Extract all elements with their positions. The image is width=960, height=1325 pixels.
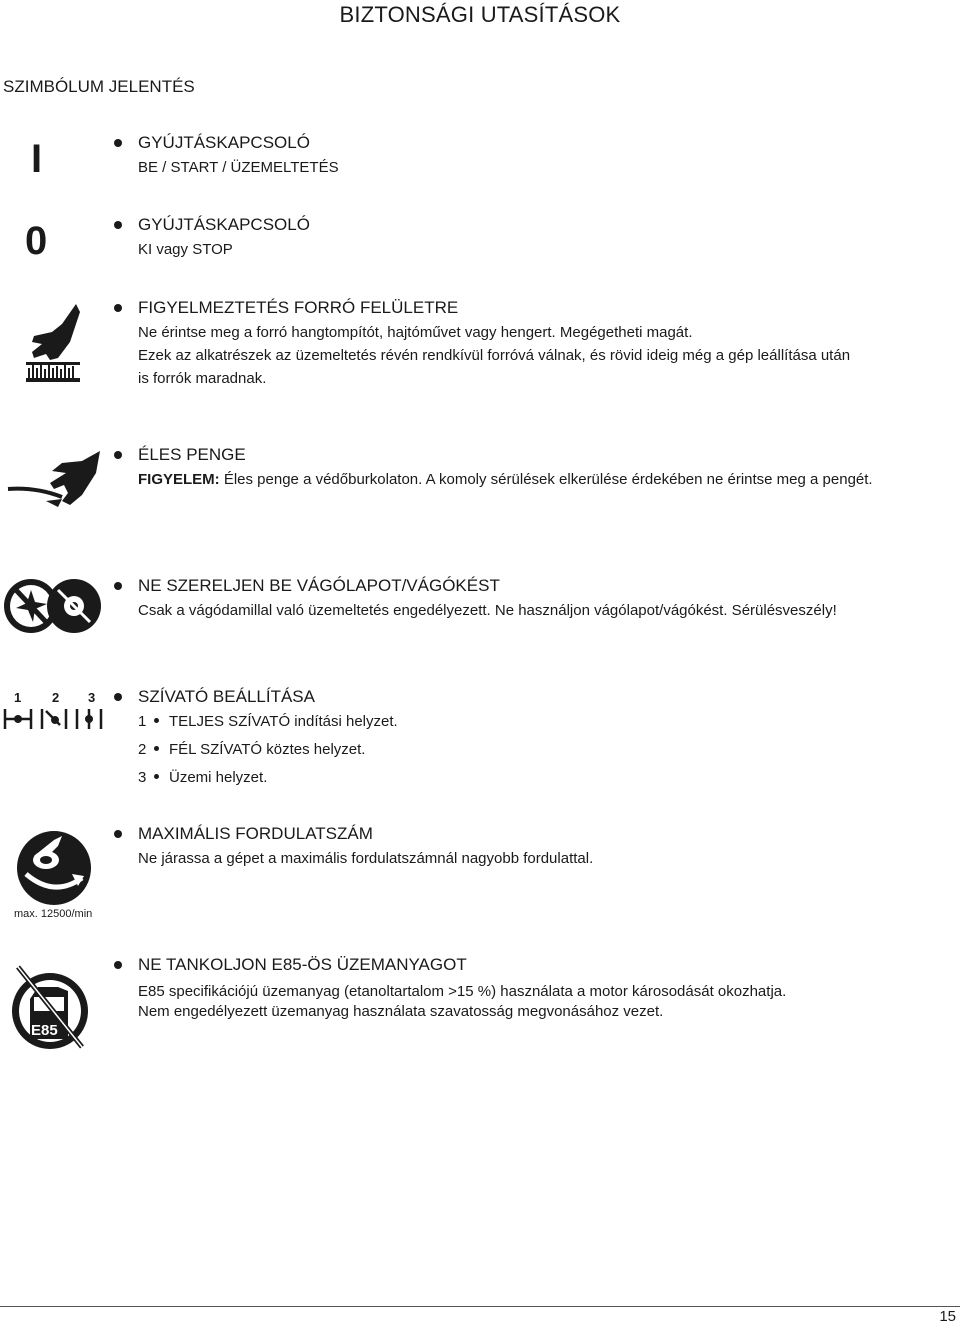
entry-heading: GYÚJTÁSKAPCSOLÓ [138, 215, 310, 234]
step-text: Üzemi helyzet. [169, 769, 268, 786]
entry-heading: FIGYELMEZTETÉS FORRÓ FELÜLETRE [138, 298, 459, 317]
warning-text: Éles penge a védőburkolaton. A komoly sérülések elkerülése érdekében ne érintse meg a pengét. [219, 471, 873, 488]
choke-step [138, 713, 398, 730]
bullet-icon [114, 139, 122, 147]
ignition-off-symbol: 0 [25, 219, 48, 263]
entry-text: KI vagy STOP [138, 241, 233, 258]
choke-label: 3 [88, 690, 96, 705]
entry-text: BE / START / ÜZEMELTETÉS [138, 159, 339, 176]
entry-heading: ÉLES PENGE [138, 445, 246, 464]
page-number: 15 [939, 1308, 956, 1325]
bullet-icon [114, 221, 122, 229]
no-e85-fuel-icon [10, 961, 94, 1051]
bullet-icon [114, 582, 122, 590]
bullet-icon [114, 830, 122, 838]
e85-label: E85 [31, 1022, 58, 1039]
hot-surface-icon [24, 302, 84, 384]
entry-text: Ne érintse meg a forró hangtompítót, hajtóművet vagy hengert. Megégetheti magát. [138, 324, 693, 341]
max-rpm-icon [14, 828, 94, 906]
bullet-icon [114, 304, 122, 312]
step-number: 2 [138, 741, 147, 758]
bullet-icon [154, 746, 159, 751]
entry-text: Ne járassa a gépet a maximális fordulatszámnál nagyobb fordulattal. [138, 850, 594, 867]
entry-text: Ezek az alkatrészek az üzemeltetés révén rendkívül forróvá válnak, és rövid ideig még a gép leállítása után [138, 347, 851, 364]
entry-heading: NE TANKOLJON E85-ÖS ÜZEMANYAGOT [138, 955, 467, 974]
entry-heading: NE SZERELJEN BE VÁGÓLAPOT/VÁGÓKÉST [138, 576, 500, 595]
choke-step [138, 769, 267, 786]
entry-text: Csak a vágódamillal való üzemeltetés engedélyezett. Ne használjon vágólapot/vágókést. Sérülésveszély! [138, 602, 837, 619]
no-blade-icon [2, 576, 104, 636]
sharp-blade-icon [6, 449, 104, 509]
entry-heading: GYÚJTÁSKAPCSOLÓ [138, 133, 310, 152]
ignition-on-symbol: I [31, 137, 43, 181]
bullet-icon [154, 718, 159, 723]
entry-text [138, 471, 873, 488]
bullet-icon [154, 774, 159, 779]
choke-positions-icon [0, 687, 106, 737]
step-text: FÉL SZÍVATÓ köztes helyzet. [169, 741, 366, 758]
max-rpm-caption: max. 12500/min [14, 908, 93, 920]
entry-text: is forrók maradnak. [138, 370, 267, 387]
bullet-icon [114, 961, 122, 969]
choke-step [138, 741, 365, 758]
entry-heading: SZÍVATÓ BEÁLLÍTÁSA [138, 687, 315, 706]
section-title: SZIMBÓLUM JELENTÉS [3, 77, 195, 96]
page-title: BIZTONSÁGI UTASÍTÁSOK [339, 2, 621, 27]
warning-prefix: FIGYELEM: [138, 471, 220, 488]
step-number: 3 [138, 769, 147, 786]
bullet-icon [114, 693, 122, 701]
entry-heading: MAXIMÁLIS FORDULATSZÁM [138, 824, 373, 843]
choke-label: 2 [52, 690, 60, 705]
choke-label: 1 [14, 690, 22, 705]
choke-lever-icon [2, 707, 106, 731]
step-text: TELJES SZÍVATÓ indítási helyzet. [169, 713, 398, 730]
step-number: 1 [138, 713, 147, 730]
bullet-icon [114, 451, 122, 459]
entry-text: E85 specifikációjú üzemanyag (etanoltartalom >15 %) használata a motor károsodását okozhatja. [138, 983, 787, 1000]
footer-divider [0, 1306, 960, 1307]
entry-text: Nem engedélyezett üzemanyag használata szavatosság megvonásához vezet. [138, 1003, 664, 1020]
